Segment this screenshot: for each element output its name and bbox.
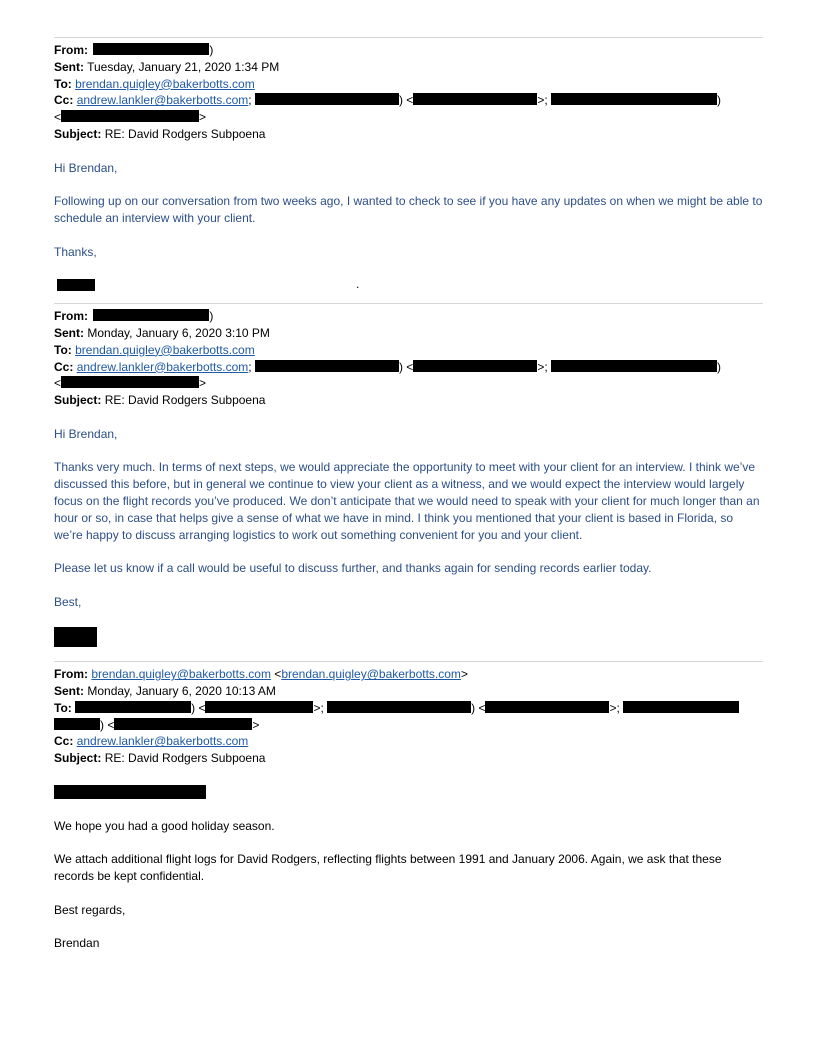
redaction-block bbox=[413, 93, 537, 105]
sent-value: Monday, January 6, 2020 10:13 AM bbox=[87, 684, 276, 699]
from-email-link[interactable]: brendan.quigley@bakerbotts.com bbox=[91, 667, 271, 682]
email-closing: Best, bbox=[54, 594, 82, 609]
sent-value: Monday, January 6, 2020 3:10 PM bbox=[87, 325, 270, 340]
email-thread bbox=[54, 37, 763, 952]
to-line: To: ) < >; ) < >; bbox=[54, 700, 763, 717]
from-label: From: bbox=[54, 43, 88, 57]
sent-label: Sent: bbox=[54, 684, 84, 699]
to-line-continued: ) < > bbox=[54, 717, 763, 734]
redaction-block bbox=[93, 43, 209, 55]
to-label: To: bbox=[54, 342, 72, 357]
redaction-block bbox=[75, 701, 191, 713]
redaction-block bbox=[623, 701, 739, 713]
redaction-block bbox=[54, 627, 97, 647]
from-tail: ) bbox=[209, 309, 214, 324]
cc-email-link[interactable]: andrew.lankler@bakerbotts.com bbox=[76, 93, 249, 108]
email-greeting: Hi Brendan, bbox=[54, 160, 118, 175]
redaction-block bbox=[485, 701, 609, 713]
email-paragraph: We attach additional flight logs for David Rodgers, reflecting flights between 1991 and January 2006. Again, we ask that these records be kept confidential. bbox=[54, 852, 722, 884]
redaction-block bbox=[413, 360, 537, 372]
email-signature-name: Brendan bbox=[54, 936, 100, 951]
email-closing: Thanks, bbox=[54, 244, 97, 259]
to-label: To: bbox=[54, 76, 72, 91]
sent-label: Sent: bbox=[54, 325, 84, 340]
redaction-block bbox=[114, 718, 252, 730]
cc-line: Cc: andrew.lankler@bakerbotts.com; ) < >; ) bbox=[54, 359, 721, 374]
email-closing: Best regards, bbox=[54, 902, 126, 917]
redaction-block bbox=[551, 93, 717, 105]
email-message-2 bbox=[54, 303, 763, 661]
cc-line: Cc: andrew.lankler@bakerbotts.com; ) < >; ) bbox=[54, 93, 721, 108]
greeting-redaction-line bbox=[54, 784, 763, 801]
sent-line bbox=[54, 325, 763, 342]
cc-label: Cc: bbox=[54, 93, 74, 108]
from-email-bracket-link[interactable]: brendan.quigley@bakerbotts.com bbox=[281, 667, 461, 682]
subject-label: Subject: bbox=[54, 751, 102, 766]
redaction-block bbox=[61, 376, 199, 388]
redaction-block bbox=[57, 279, 95, 291]
subject-label: Subject: bbox=[54, 126, 102, 141]
redaction-block bbox=[93, 309, 209, 321]
cc-label: Cc: bbox=[54, 734, 74, 749]
subject-value: RE: David Rodgers Subpoena bbox=[104, 393, 266, 408]
signature-redaction-line bbox=[54, 277, 763, 295]
signature-dot: . bbox=[356, 277, 360, 292]
email-message-3 bbox=[54, 661, 763, 952]
cc-label: Cc: bbox=[54, 359, 74, 374]
subject-value: RE: David Rodgers Subpoena bbox=[104, 751, 266, 766]
to-line bbox=[54, 342, 763, 359]
redaction-block bbox=[54, 785, 206, 799]
subject-line bbox=[54, 392, 763, 409]
cc-line-continued: < > bbox=[54, 376, 207, 391]
sent-value: Tuesday, January 21, 2020 1:34 PM bbox=[87, 59, 280, 74]
from-tail: ) bbox=[209, 43, 214, 57]
subject-value: RE: David Rodgers Subpoena bbox=[104, 126, 266, 141]
redaction-block bbox=[61, 110, 199, 122]
email-greeting: Hi Brendan, bbox=[54, 426, 118, 441]
redaction-block bbox=[205, 701, 313, 713]
cc-line-continued: < > bbox=[54, 110, 207, 125]
from-label: From: bbox=[54, 667, 88, 682]
redaction-block bbox=[255, 360, 399, 372]
to-email-link[interactable]: brendan.quigley@bakerbotts.com bbox=[75, 342, 255, 357]
from-label: From: bbox=[54, 309, 88, 324]
from-line bbox=[54, 42, 763, 59]
redaction-block bbox=[551, 360, 717, 372]
from-line bbox=[54, 308, 763, 325]
to-line bbox=[54, 76, 763, 93]
redaction-block bbox=[54, 718, 100, 730]
email-message-1 bbox=[54, 37, 763, 303]
subject-line bbox=[54, 750, 763, 767]
email-paragraph: Following up on our conversation from two weeks ago, I wanted to check to see if you have any updates on when we might be able to schedule an interview with your client. bbox=[54, 194, 763, 225]
redaction-block bbox=[255, 93, 399, 105]
from-line: From: brendan.quigley@bakerbotts.com <brendan.quigley@bakerbotts.com> bbox=[54, 667, 468, 682]
to-label: To: bbox=[54, 700, 72, 715]
to-email-link[interactable]: brendan.quigley@bakerbotts.com bbox=[75, 76, 255, 91]
cc-line bbox=[54, 733, 763, 750]
redaction-block bbox=[327, 701, 471, 713]
signature-redaction-line bbox=[54, 627, 763, 649]
email-paragraph: We hope you had a good holiday season. bbox=[54, 818, 275, 833]
cc-email-link[interactable]: andrew.lankler@bakerbotts.com bbox=[76, 359, 249, 374]
cc-email-link[interactable]: andrew.lankler@bakerbotts.com bbox=[76, 734, 249, 749]
sent-line bbox=[54, 59, 763, 76]
email-paragraph: Please let us know if a call would be useful to discuss further, and thanks again for sending records earlier today. bbox=[54, 561, 652, 576]
email-paragraph: Thanks very much. In terms of next steps, we would appreciate the opportunity to meet with your client for an interview. I think we’ve discussed this before, but in general we continue to view your client as a witness, and we would expect the interview would largely focus on the flight records you’ve produced. We don’t anticipate that we would need to speak with your client for much longer than an hour or so, in case that helps give a sense of what we have in mind. I think you mentioned that your client is based in Florida, so we’re happy to discuss arranging logistics to work out something convenient for you and your client. bbox=[54, 460, 760, 542]
subject-line bbox=[54, 126, 763, 143]
subject-label: Subject: bbox=[54, 393, 102, 408]
sent-label: Sent: bbox=[54, 59, 84, 74]
sent-line bbox=[54, 683, 763, 700]
